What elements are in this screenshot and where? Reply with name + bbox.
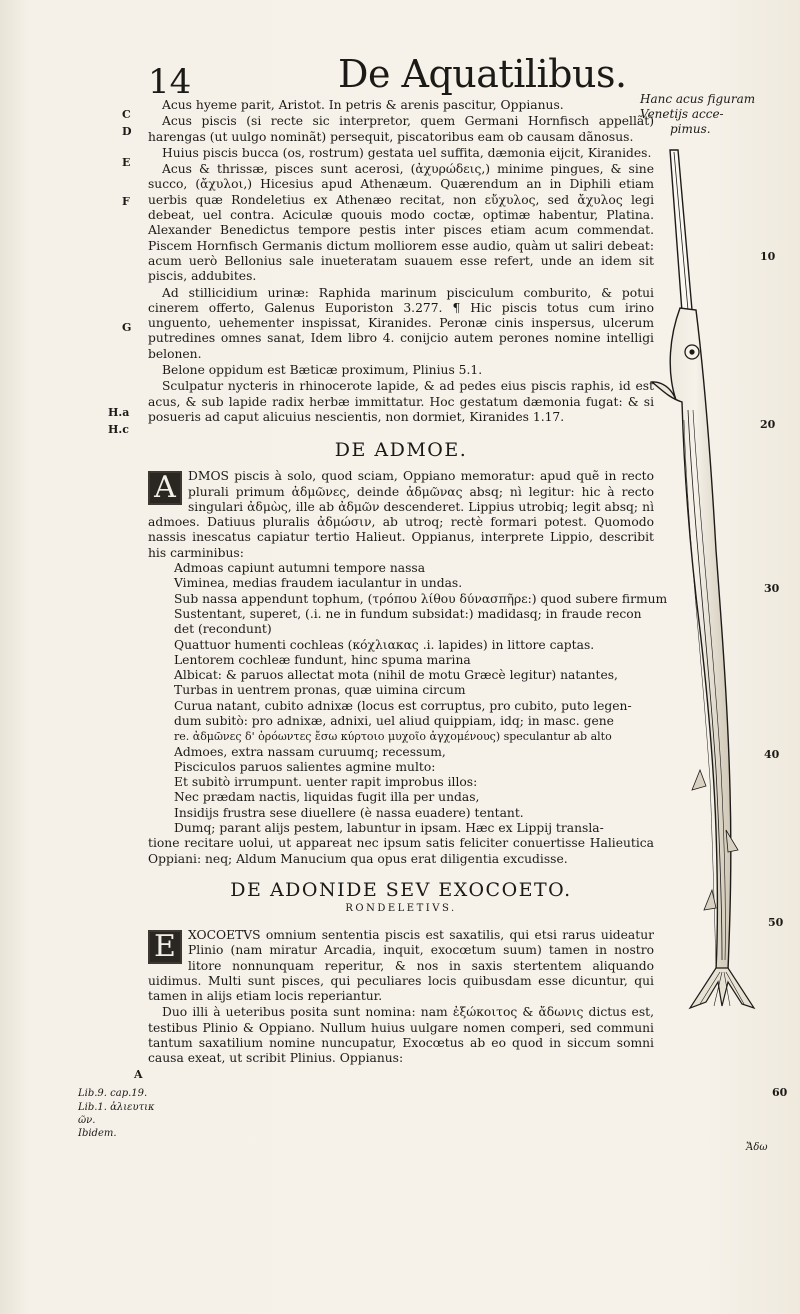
paragraph: Ad stillicidium urinæ: Raphida marinum pisciculum comburito, & potui cinerem offerto, Galenus Euporiston 3.277. ¶ Hic piscis totus cum irino unguento, uehementer inspissat, Kiranides. Peronæ cinis inspersus, ulcerum putredines omnes sanat, Idem libro 4. conijcio autem perones nomine intelligi belonen. [148,285,654,361]
verse-line: Curua natant, cubito adnixæ (locus est corruptus, pro cubito, puto legen- [174,698,632,713]
drop-cap: A [148,471,182,505]
verse-line: Insidijs frustra sese diuellere (è nassa euadere) tentant. [174,805,524,820]
admoe-section [148,469,668,867]
paragraph: Acus piscis (si recte sic interpretor, quem Germani Hornfisch appellãt) harengas (ut uulgo nominãt) persequit, piscatoribus eam ob causam dãnosus. [148,114,654,144]
margin-letter: H.a [108,406,130,419]
drop-cap: E [148,930,182,964]
verse-line: dum subitò: pro adnixæ, adnixi, uel aliud quippiam, idq; in masc. gene [174,713,614,728]
adonide-text-2: Duo illi à ueteribus posita sunt nomina: nam ἐξώκοιτος & ἄδωνις dictus est, testibus Plinio & Oppiano. Nullum huius uulgare nomen comperi, sed communi tantum saxatilium nomine nuncupatur, Exocœtus ab eo quod in siccum somni causa exeat, ut scribit Plinius. Oppianus: [148,1005,654,1066]
line-number: 50 [768,916,784,929]
adonide-section [148,928,654,1067]
admoe-closing: tione recitare uolui, ut appareat nec ipsum satis feliciter conuertisse Halieutica Oppiani: neq; Aldum Manucium qua opus erat diligentia excudisse. [148,836,654,866]
paragraph: Huius piscis bucca (os, rostrum) gestata uel suffita, dæmonia eijcit, Kiranides. [162,145,652,160]
margin-letter: D [122,125,132,138]
verse-line: Admoas capiunt autumni tempore nassa [174,561,426,576]
verse-line: Viminea, medias fraudem iaculantur in undas. [174,576,463,591]
admoe-intro: DMOS piscis à solo, quod sciam, Oppiano memoratur: apud quẽ in recto plurali primum ἀδμῶνες, deinde ἀδμῶνας absq; nì legitur: hic à recto singulari ἀδμὼς, ille ab ἀδμῶν descenderet. Lippius utrobiq; legit absq; nì admoes. Datiuus pluralis ἀδμώσιν, ab utroq; rectè formari potest. Quomodo nassis inescatus capiatur tertio Halieut. Oppianus, interprete Lippio, describit his carminibus: [148,469,654,560]
line-number: 10 [760,250,776,263]
margin-letter: C [122,108,131,121]
verse-line: Quattuor humenti cochleas (κόχλιακας .i. lapides) in littore captas. [174,637,595,652]
paragraph: Acus & thrissæ, pisces sunt acerosi, (ἀχυρώδεις,) minime pingues, & sine succo, (ἄχυλοι,) Hicesius apud Athenæum. Quærendum an in Diphili etiam uerbis quæ Rondeletius ex Athenæo recitat, non εὔχυλος, sed ἄχυλος legi debeat, uel contra. Aciculæ quouis modo coctæ, optimæ habentur, Platina. Alexander Benedictus tempore pestis inter pisces etiam acum commendat. Piscem Hornfisch Germanis dictum molliorem esse audio, quàm ut saliri debeat: acum uerò Bellonius sale inueteratam suauem esse refert, unde an idem sit piscis, addubites. [148,162,654,284]
verse-line: det (recondunt) [174,622,272,637]
side-note: Lib.1. ἁλιευτικ [78,1102,155,1113]
adonide-text: XOCOETVS omnium sententia piscis est saxatilis, qui etsi rarus uideatur Plinio (nam miratur Arcadia, inquit, exocœtum suum) tamen in nostro litore nonnunquam reperitur, & nos in saxis stertentem aliquando uidimus. Multi sunt pisces, qui peculiares locis quibusdam esse dicuntur, qui tamen in alijs etiam locis reperiantur. [148,927,654,1004]
side-note: Ibidem. [78,1128,117,1139]
line-number: 40 [764,748,780,761]
verse-line: Admoes, extra nassam curuumq; recessum, [174,744,446,759]
catchword: Ἄδω [746,1142,768,1153]
side-note: Lib.9. cap.19. [78,1088,148,1099]
figure-note-line: pimus. [670,122,711,136]
page-number: 14 [148,62,192,102]
verse-line: Et subitò irrumpunt. uenter rapit improbus illos: [174,775,478,790]
section-title-admoe: DE ADMOE. [334,439,468,462]
verse-block [174,561,668,836]
margin-letter: H.c [108,423,129,436]
line-number: 20 [760,418,776,431]
figure-note-line: Venetijs acce- [640,107,724,121]
side-note: ῶν. [78,1115,96,1126]
margin-letter: G [122,321,132,334]
verse-line: Lentorem cochleæ fundunt, hinc spuma marina [174,652,471,667]
verse-line: Dumq; parant alijs pestem, labuntur in ipsam. Hæc ex Lippij transla- [174,821,604,836]
main-text-column [148,98,668,1067]
verse-line: Turbas in uentrem pronas, quæ uimina circum [174,683,466,698]
margin-letter: F [122,195,130,208]
verse-line: Sub nassa appendunt tophum, (τρόπου λίθου δύνασπῆρε:) quod subere firmum [174,591,668,606]
paragraph: Acus hyeme parit, Aristot. In petris & arenis pascitur, Oppianus. [162,98,564,112]
margin-letter: A [134,1068,143,1081]
paragraph: Belone oppidum est Bæticæ proximum, Plinius 5.1. [162,363,483,378]
figure-note-line: Hanc acus figuram [640,92,756,106]
section-author: RONDELETIVS. [345,902,457,914]
verse-line: Sustentant, superet, (.i. ne in fundum subsidat:) madidasq; in fraude recon [174,606,642,621]
verse-line: Albicat: & paruos allectat mota (nihil de motu Græcè legitur) natantes, [174,668,618,683]
page-header [0,40,800,100]
verse-line: Nec prædam nactis, liquidas fugit illa per undas, [174,790,480,805]
running-head: De Aquatilibus. [338,52,627,96]
line-number: 60 [772,1086,788,1099]
paragraph: Sculpatur nycteris in rhinocerote lapide, & ad pedes eius piscis raphis, id est acus, & sub lapide radix herbæ immittatur. Hoc gestatum dæmonia fugat: & si posueris ad caput alicuius nescientis, non dormiet, Kiranides 1.17. [148,379,654,424]
section-title-adonide: DE ADONIDE SEV EXOCOETO. [230,878,572,901]
line-number: 30 [764,582,780,595]
verse-line: re. ἀδμῶνες δ' ὀρόωντες ἔσω κύρτοιο μυχοῖο ἀγχομένους) speculantur ab alto [174,730,612,744]
margin-letter: E [122,156,131,169]
verse-line: Pisciculos paruos salientes agmine multo: [174,759,436,774]
